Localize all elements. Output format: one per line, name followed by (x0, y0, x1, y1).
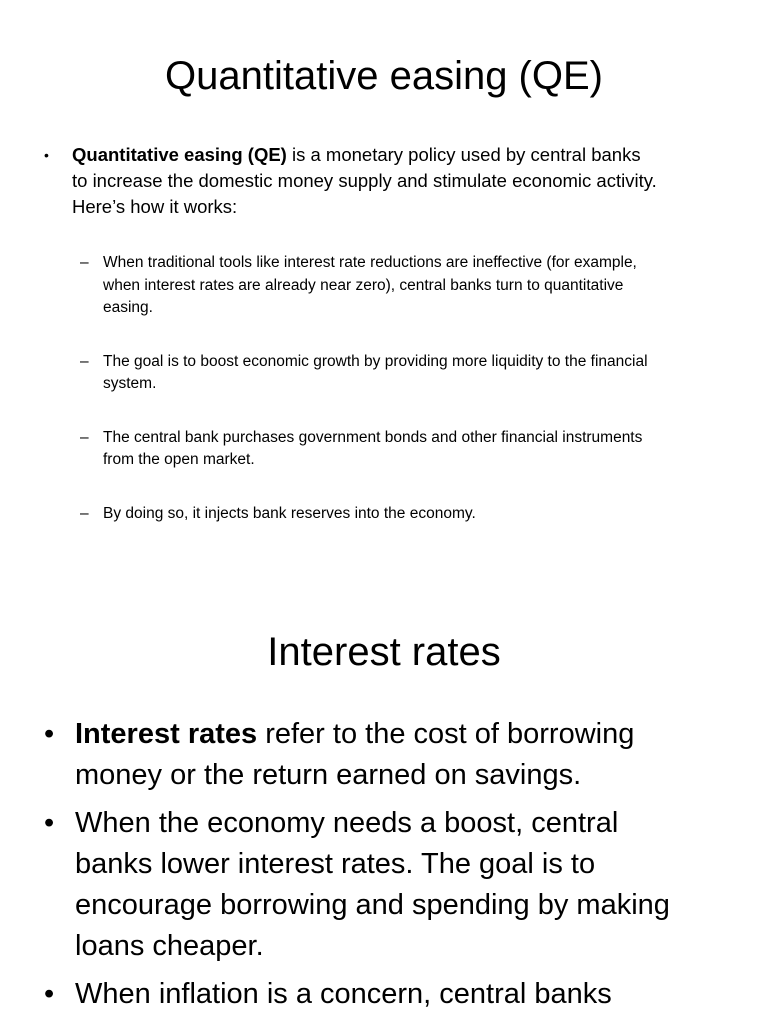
bullet-symbol: • (44, 807, 55, 839)
text-line: Here’s how it works: (72, 196, 238, 217)
slide-title: Quantitative easing (QE) (165, 54, 603, 98)
sub-bullet-item (80, 503, 730, 526)
main-bullet-text (72, 142, 734, 220)
dash-symbol: – (80, 352, 89, 370)
slide-interest-rates (0, 600, 768, 1024)
text-line: money or the return earned on savings. (75, 759, 582, 791)
bold-term: Quantitative easing (QE) (72, 144, 287, 165)
text-line: The goal is to boost economic growth by providing more liquidity to the financial (103, 352, 648, 370)
sub-bullet-list (80, 252, 730, 556)
slide-title: Interest rates (267, 630, 501, 674)
bullet-item (44, 714, 734, 796)
text-line: When inflation is a concern, central banks (75, 978, 612, 1010)
dash-symbol: – (80, 254, 89, 271)
sub-bullet-item (80, 427, 730, 472)
text-line: system. (103, 375, 157, 392)
bullet-text (75, 974, 734, 1015)
sub-bullet-item (80, 351, 730, 396)
dash-symbol: – (80, 504, 89, 522)
text-line: loans cheaper. (75, 930, 264, 962)
sub-bullet-text (103, 351, 730, 396)
text-line: The central bank purchases government bonds and other financial instruments (103, 428, 643, 446)
bullet-text (75, 714, 734, 796)
bullet-item (44, 803, 734, 967)
text-line: When traditional tools like interest rate reductions are ineffective (for example, (103, 254, 637, 271)
text-line: to increase the domestic money supply and stimulate economic activity. (72, 170, 657, 191)
text-line: is a monetary policy used by central banks (286, 144, 641, 165)
bullet-symbol: • (44, 718, 55, 750)
text-line: encourage borrowing and spending by making (75, 889, 670, 921)
dash-symbol: – (80, 428, 89, 446)
sub-bullet-text (103, 503, 730, 526)
bold-term: Interest rates (75, 718, 258, 750)
sub-bullet-text (103, 252, 730, 320)
main-bullet (44, 142, 734, 220)
bullet-item (44, 974, 734, 1015)
bullet-list (44, 714, 734, 1022)
bullet-text (75, 803, 734, 967)
bullet-symbol: • (44, 978, 55, 1010)
text-line: When the economy needs a boost, central (75, 807, 619, 839)
bullet-symbol: • (44, 147, 49, 163)
sub-bullet-text (103, 427, 730, 472)
sub-bullet-item (80, 252, 730, 320)
text-line: refer to the cost of borrowing (257, 718, 635, 750)
text-line: easing. (103, 299, 153, 316)
text-line: from the open market. (103, 451, 255, 468)
text-line: banks lower interest rates. The goal is to (75, 848, 596, 880)
text-line: when interest rates are already near zero), central banks turn to quantitative (103, 276, 624, 294)
text-line: By doing so, it injects bank reserves into the economy. (103, 504, 476, 522)
